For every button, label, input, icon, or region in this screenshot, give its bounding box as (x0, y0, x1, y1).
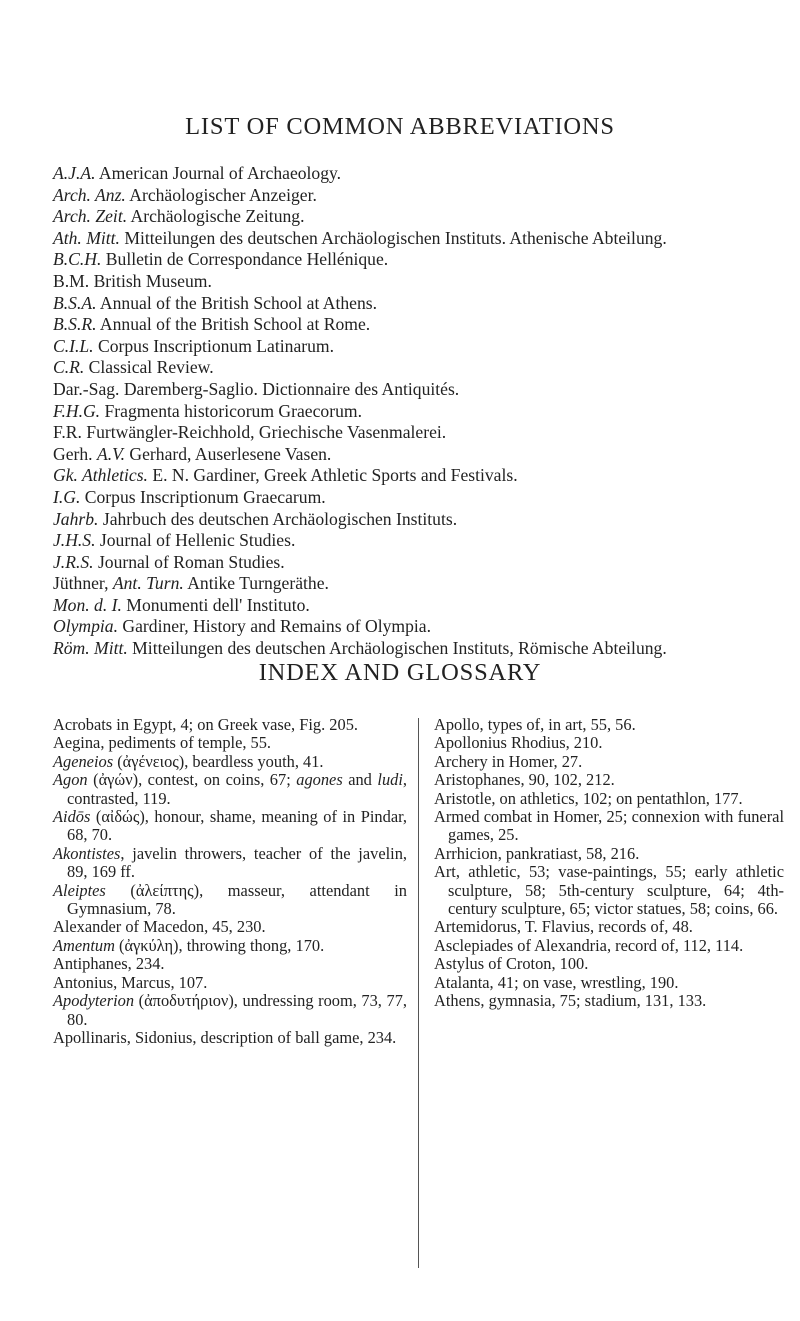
abbreviation-entry: Gk. Athletics. E. N. Gardiner, Greek Athletic Sports and Festivals. (53, 465, 518, 486)
index-entry: Aleiptes (ἀλείπτης), masseur, attendant in Gymnasium, 78. (53, 880, 407, 919)
index-entry: Antiphanes, 234. (53, 954, 165, 974)
index-entry: Artemidorus, T. Flavius, records of, 48. (434, 917, 693, 937)
index-entry: Asclepiades of Alexandria, record of, 112, 114. (434, 935, 744, 955)
abbreviation-entry: Olympia. Gardiner, History and Remains of Olympia. (53, 616, 431, 637)
index-entry: Atalanta, 41; on vase, wrestling, 190. (434, 972, 679, 992)
index-entry: Athens, gymnasia, 75; stadium, 131, 133. (434, 991, 707, 1011)
index-entry: Apollinaris, Sidonius, description of ball game, 234. (53, 1027, 397, 1047)
index-entry: Aidōs (αἰδώς), honour, shame, meaning of in Pindar, 68, 70. (53, 807, 407, 845)
index-entry: Amentum (ἀγκύλη), throwing thong, 170. (53, 935, 325, 955)
index-entry: Antonius, Marcus, 107. (53, 972, 208, 992)
page-title: LIST OF COMMON ABBREVIATIONS (185, 113, 615, 140)
index-entry: Akontistes, javelin throwers, teacher of the javelin, 89, 169 ff. (53, 843, 407, 882)
abbreviation-entry: C.R. Classical Review. (53, 357, 214, 378)
index-entry: Armed combat in Homer, 25; connexion with funeral games, 25. (434, 807, 784, 845)
index-entry: Arrhicion, pankratiast, 58, 216. (434, 843, 640, 863)
index-column-left (53, 716, 407, 1047)
abbreviation-entry: Ath. Mitt. Mitteilungen des deutschen Archäologischen Instituts. Athenische Abteilung. (53, 227, 667, 248)
abbreviation-entry: B.S.R. Annual of the British School at Rome. (53, 314, 371, 335)
abbreviation-entry: Dar.-Sag. Daremberg-Saglio. Dictionnaire des Antiquités. (53, 378, 460, 399)
index-title: INDEX AND GLOSSARY (258, 659, 542, 686)
index-entry: Aristotle, on athletics, 102; on pentathlon, 177. (434, 788, 743, 808)
abbreviation-list (53, 163, 773, 660)
index-column-right (434, 716, 784, 1011)
abbreviation-entry: Mon. d. I. Monumenti dell' Instituto. (53, 594, 310, 615)
abbreviation-entry: I.G. Corpus Inscriptionum Graecarum. (53, 486, 326, 507)
index-entry: Art, athletic, 53; vase-paintings, 55; early athletic sculpture, 58; 5th-century sculpture, 64; 4th-century sculpture, 65; victor statues, 58; coins, 66. (434, 862, 784, 919)
abbreviation-entry: Arch. Anz. Archäologischer Anzeiger. (53, 184, 317, 205)
index-entry: Aristophanes, 90, 102, 212. (434, 770, 615, 790)
abbreviation-entry: Gerh. A.V. Gerhard, Auserlesene Vasen. (53, 443, 332, 464)
abbreviation-entry: Röm. Mitt. Mitteilungen des deutschen Archäologischen Instituts, Römische Abteilung. (53, 638, 667, 659)
index-entry: Astylus of Croton, 100. (434, 954, 589, 974)
abbreviation-entry: Jahrb. Jahrbuch des deutschen Archäologischen Instituts. (53, 508, 458, 529)
abbreviation-entry: Arch. Zeit. Archäologische Zeitung. (53, 206, 305, 227)
index-entry: Apollonius Rhodius, 210. (434, 733, 603, 753)
index-entry: Apodyterion (ἀποδυτήριον), undressing room, 73, 77, 80. (53, 991, 407, 1029)
abbreviation-entry: F.H.G. Fragmenta historicorum Graecorum. (53, 400, 362, 421)
column-divider (418, 718, 419, 1268)
index-entry: Apollo, types of, in art, 55, 56. (434, 715, 636, 734)
abbreviation-entry: C.I.L. Corpus Inscriptionum Latinarum. (53, 335, 334, 356)
abbreviation-entry: B.C.H. Bulletin de Correspondance Hellénique. (53, 249, 389, 270)
index-entry: Ageneios (ἀγένειος), beardless youth, 41. (53, 751, 324, 771)
index-entry: Alexander of Macedon, 45, 230. (53, 917, 266, 937)
abbreviation-entry: B.S.A. Annual of the British School at Athens. (53, 292, 378, 313)
abbreviation-entry: J.R.S. Journal of Roman Studies. (53, 551, 285, 572)
index-entry: Aegina, pediments of temple, 55. (53, 733, 272, 753)
index-entry: Acrobats in Egypt, 4; on Greek vase, Fig. 205. (53, 715, 358, 734)
abbreviation-entry: F.R. Furtwängler-Reichhold, Griechische Vasenmalerei. (53, 422, 447, 443)
index-entry: Agon (ἀγών), contest, on coins, 67; agones and ludi, contrasted, 119. (53, 770, 407, 808)
index-entry: Archery in Homer, 27. (434, 751, 583, 771)
abbreviation-entry: B.M. British Museum. (53, 270, 212, 291)
abbreviation-entry: A.J.A. American Journal of Archaeology. (53, 163, 342, 183)
abbreviation-entry: J.H.S. Journal of Hellenic Studies. (53, 530, 296, 551)
abbreviation-entry: Jüthner, Ant. Turn. Antike Turngeräthe. (53, 573, 329, 594)
